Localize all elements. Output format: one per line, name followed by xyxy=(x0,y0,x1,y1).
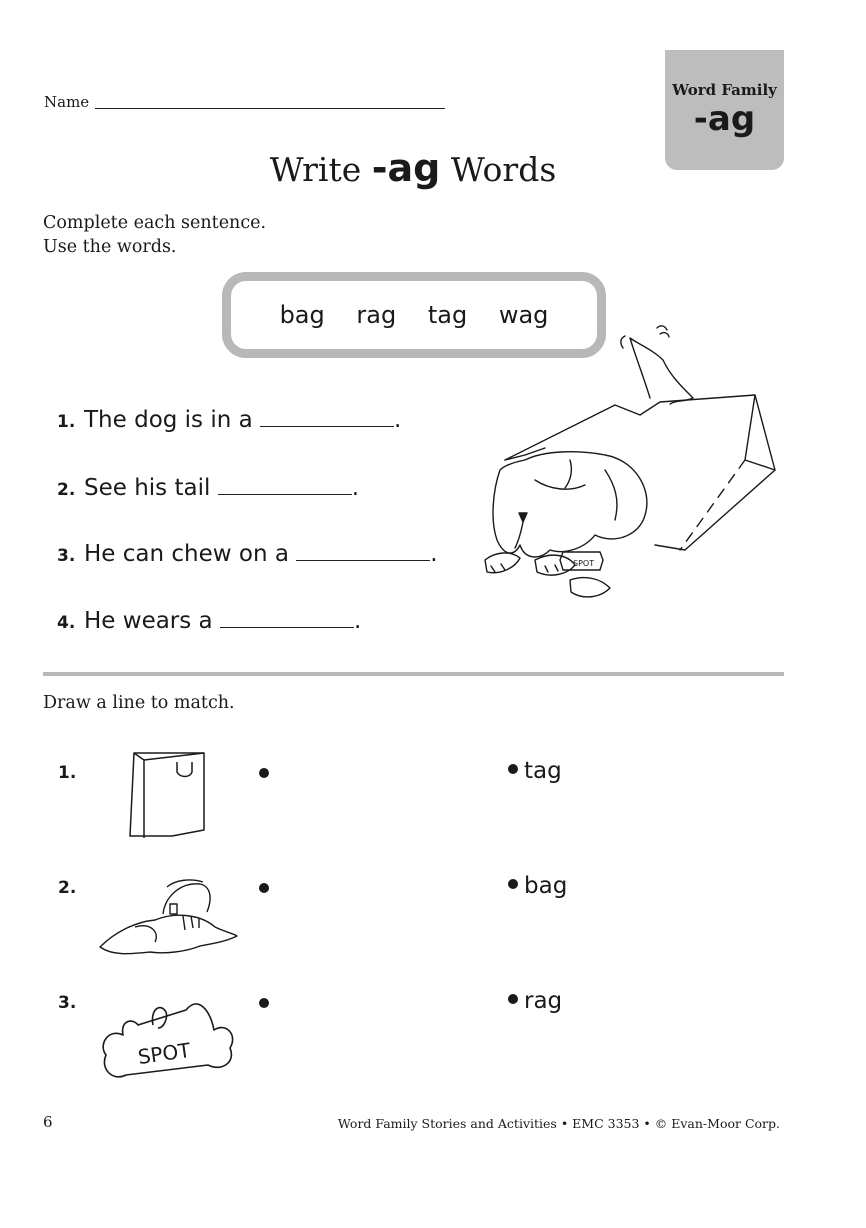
match-word-1[interactable] xyxy=(508,758,562,784)
match-number-2: 2. xyxy=(58,878,77,898)
sentence-number: 4. xyxy=(57,613,76,633)
sentence-1 xyxy=(57,404,401,433)
sentence-number: 1. xyxy=(57,412,76,432)
match-dot-left-1[interactable] xyxy=(259,768,269,778)
answer-blank[interactable] xyxy=(220,605,354,628)
word-bank-item: rag xyxy=(356,301,397,329)
sentence-end: . xyxy=(353,608,362,634)
sentence-end: . xyxy=(394,407,402,433)
match-dot-left-2[interactable] xyxy=(259,883,269,893)
word-bank-item: tag xyxy=(427,301,468,329)
word-family-tab-family: -ag xyxy=(693,99,756,139)
word-bank-item: wag xyxy=(498,301,549,329)
tag-icon xyxy=(98,990,238,1090)
title-suffix: Words xyxy=(440,150,557,189)
instruction-line-1: Complete each sentence. xyxy=(43,213,267,233)
sentence-number: 2. xyxy=(57,480,76,500)
match-word-2[interactable] xyxy=(508,873,567,899)
title-family: -ag xyxy=(371,146,441,190)
name-write-line[interactable] xyxy=(95,108,445,109)
answer-blank[interactable] xyxy=(296,538,430,561)
match-word-text: tag xyxy=(524,758,562,784)
word-family-tab-title: Word Family xyxy=(672,81,777,99)
sentence-end: . xyxy=(351,475,359,501)
match-word-3[interactable] xyxy=(508,988,562,1014)
sentence-2 xyxy=(57,472,359,501)
dog-in-bag-illustration xyxy=(475,320,790,605)
tag-icon-text: SPOT xyxy=(136,1037,192,1070)
word-bank-item: bag xyxy=(279,301,325,329)
answer-blank[interactable] xyxy=(260,404,394,427)
sentence-text: He can chew on a xyxy=(84,541,297,567)
matching-instruction: Draw a line to match. xyxy=(43,693,235,713)
match-dot-right[interactable] xyxy=(508,994,518,1004)
sentence-end: . xyxy=(430,541,438,567)
instruction-line-2: Use the words. xyxy=(43,237,177,257)
rag-icon xyxy=(95,872,240,962)
match-dot-right[interactable] xyxy=(508,879,518,889)
section-divider xyxy=(43,672,784,676)
page-title xyxy=(0,146,826,190)
sentence-text: The dog is in a xyxy=(84,407,261,433)
match-word-text: bag xyxy=(524,873,568,899)
match-dot-right[interactable] xyxy=(508,764,518,774)
match-number-1: 1. xyxy=(58,763,77,783)
bag-icon xyxy=(122,748,212,843)
answer-blank[interactable] xyxy=(218,472,352,495)
page-number: 6 xyxy=(43,1113,53,1131)
sentence-4 xyxy=(57,605,361,634)
match-word-text: rag xyxy=(524,988,563,1014)
footer-credit: Word Family Stories and Activities • EMC 3353 • © Evan-Moor Corp. xyxy=(337,1116,780,1131)
instructions xyxy=(43,211,266,259)
dog-tag-text: SPOT xyxy=(573,559,595,568)
name-label: Name xyxy=(44,93,90,111)
match-dot-left-3[interactable] xyxy=(259,998,269,1008)
sentence-text: He wears a xyxy=(84,608,220,634)
sentence-text: See his tail xyxy=(84,475,218,501)
sentence-number: 3. xyxy=(57,546,76,566)
match-number-3: 3. xyxy=(58,993,77,1013)
title-prefix: Write xyxy=(269,150,372,189)
sentence-3 xyxy=(57,538,438,567)
